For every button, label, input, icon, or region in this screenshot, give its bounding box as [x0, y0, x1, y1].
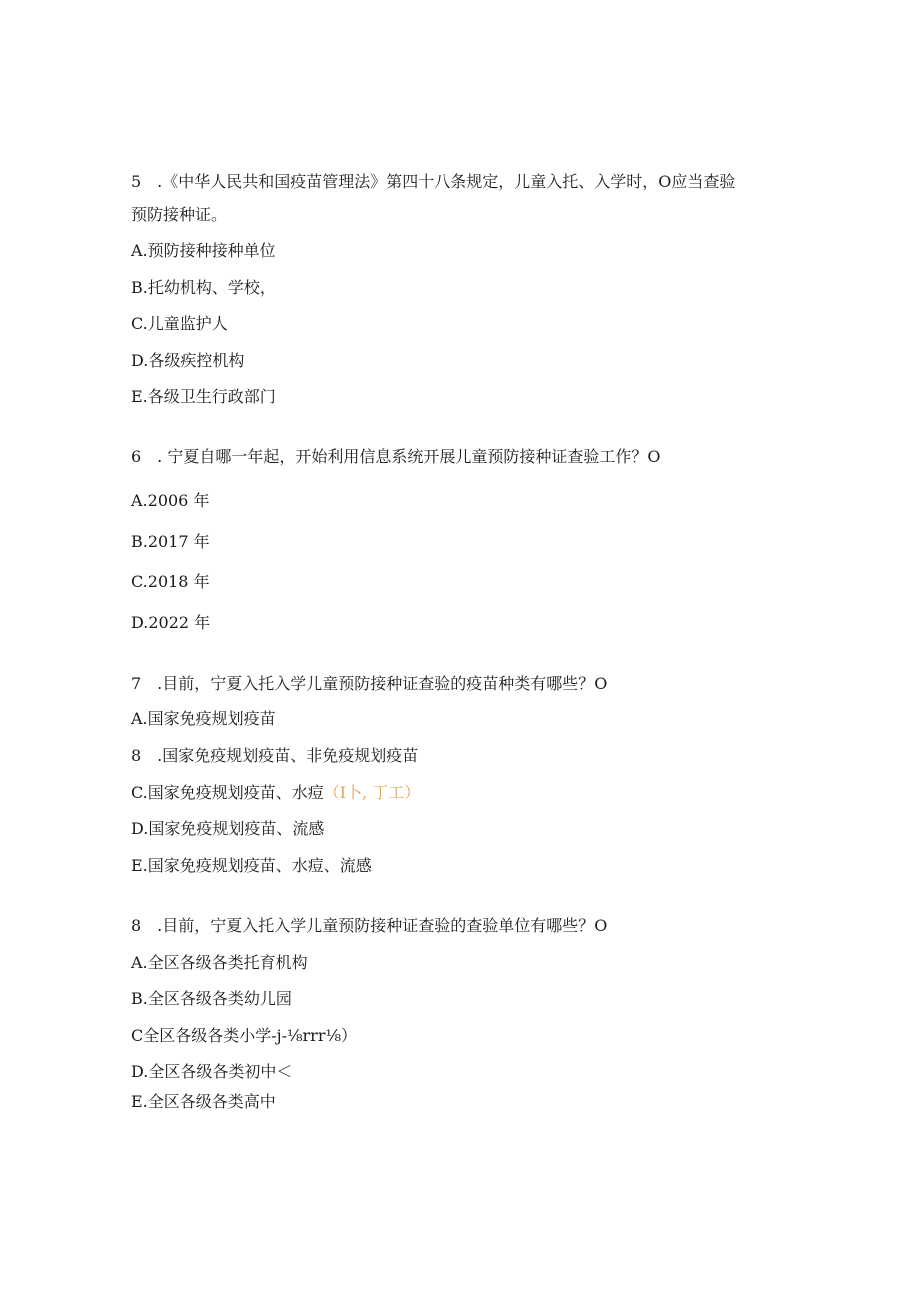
q6-option-c: C.2018 年 — [131, 572, 210, 591]
q7-stem: 7 .目前，宁夏入托入学儿童预防接种证查验的疫苗种类有哪些？O — [131, 674, 608, 693]
q8-option-a: A.全区各级各类托育机构 — [131, 953, 308, 972]
q8-option-b: B.全区各级各类幼儿园 — [131, 989, 292, 1008]
q5-option-c: C.儿童监护人 — [131, 314, 228, 333]
q7-option-c — [131, 783, 420, 805]
q7-option-c-text: C.国家免疫规划疫苗、水痘 — [131, 783, 324, 802]
q7-option-a: A.国家免疫规划疫苗 — [131, 709, 276, 728]
q6-option-a: A.2006 年 — [131, 491, 210, 510]
q6-option-b: B.2017 年 — [131, 532, 210, 551]
q5-option-b: B.托幼机构、学校， — [131, 278, 276, 297]
q8-option-d: D.全区各级各类初中＜ — [131, 1062, 293, 1081]
q8-stem: 8 .目前，宁夏入托入学儿童预防接种证查验的查验单位有哪些？O — [131, 916, 608, 935]
q7-option-c-annotation: （I卜, 丁工） — [323, 783, 421, 802]
q8-option-c: C全区各级各类小学-j-⅛rrr⅛） — [131, 1026, 357, 1045]
q5-stem-line-2: 预防接种证。 — [131, 205, 228, 224]
q7-option-e: E.国家免疫规划疫苗、水痘、流感 — [131, 856, 372, 875]
q5-option-d: D.各级疾控机构 — [131, 351, 245, 370]
q6-option-d: D.2022 年 — [131, 613, 211, 632]
q7-option-b: 8 .国家免疫规划疫苗、非免疫规划疫苗 — [131, 746, 419, 765]
q7-option-d: D.国家免疫规划疫苗、流感 — [131, 819, 325, 838]
q5-stem-line-1: 5 .《中华人民共和国疫苗管理法》第四十八条规定，儿童入托、入学时，O应当查验 — [131, 172, 736, 191]
q5-option-e: E.各级卫生行政部门 — [131, 387, 276, 406]
q8-option-e: E.全区各级各类高中 — [131, 1092, 276, 1111]
q6-stem: 6 . 宁夏自哪一年起，开始利用信息系统开展儿童预防接种证查验工作？O — [131, 447, 661, 466]
q5-option-a: A.预防接种接种单位 — [131, 241, 276, 260]
